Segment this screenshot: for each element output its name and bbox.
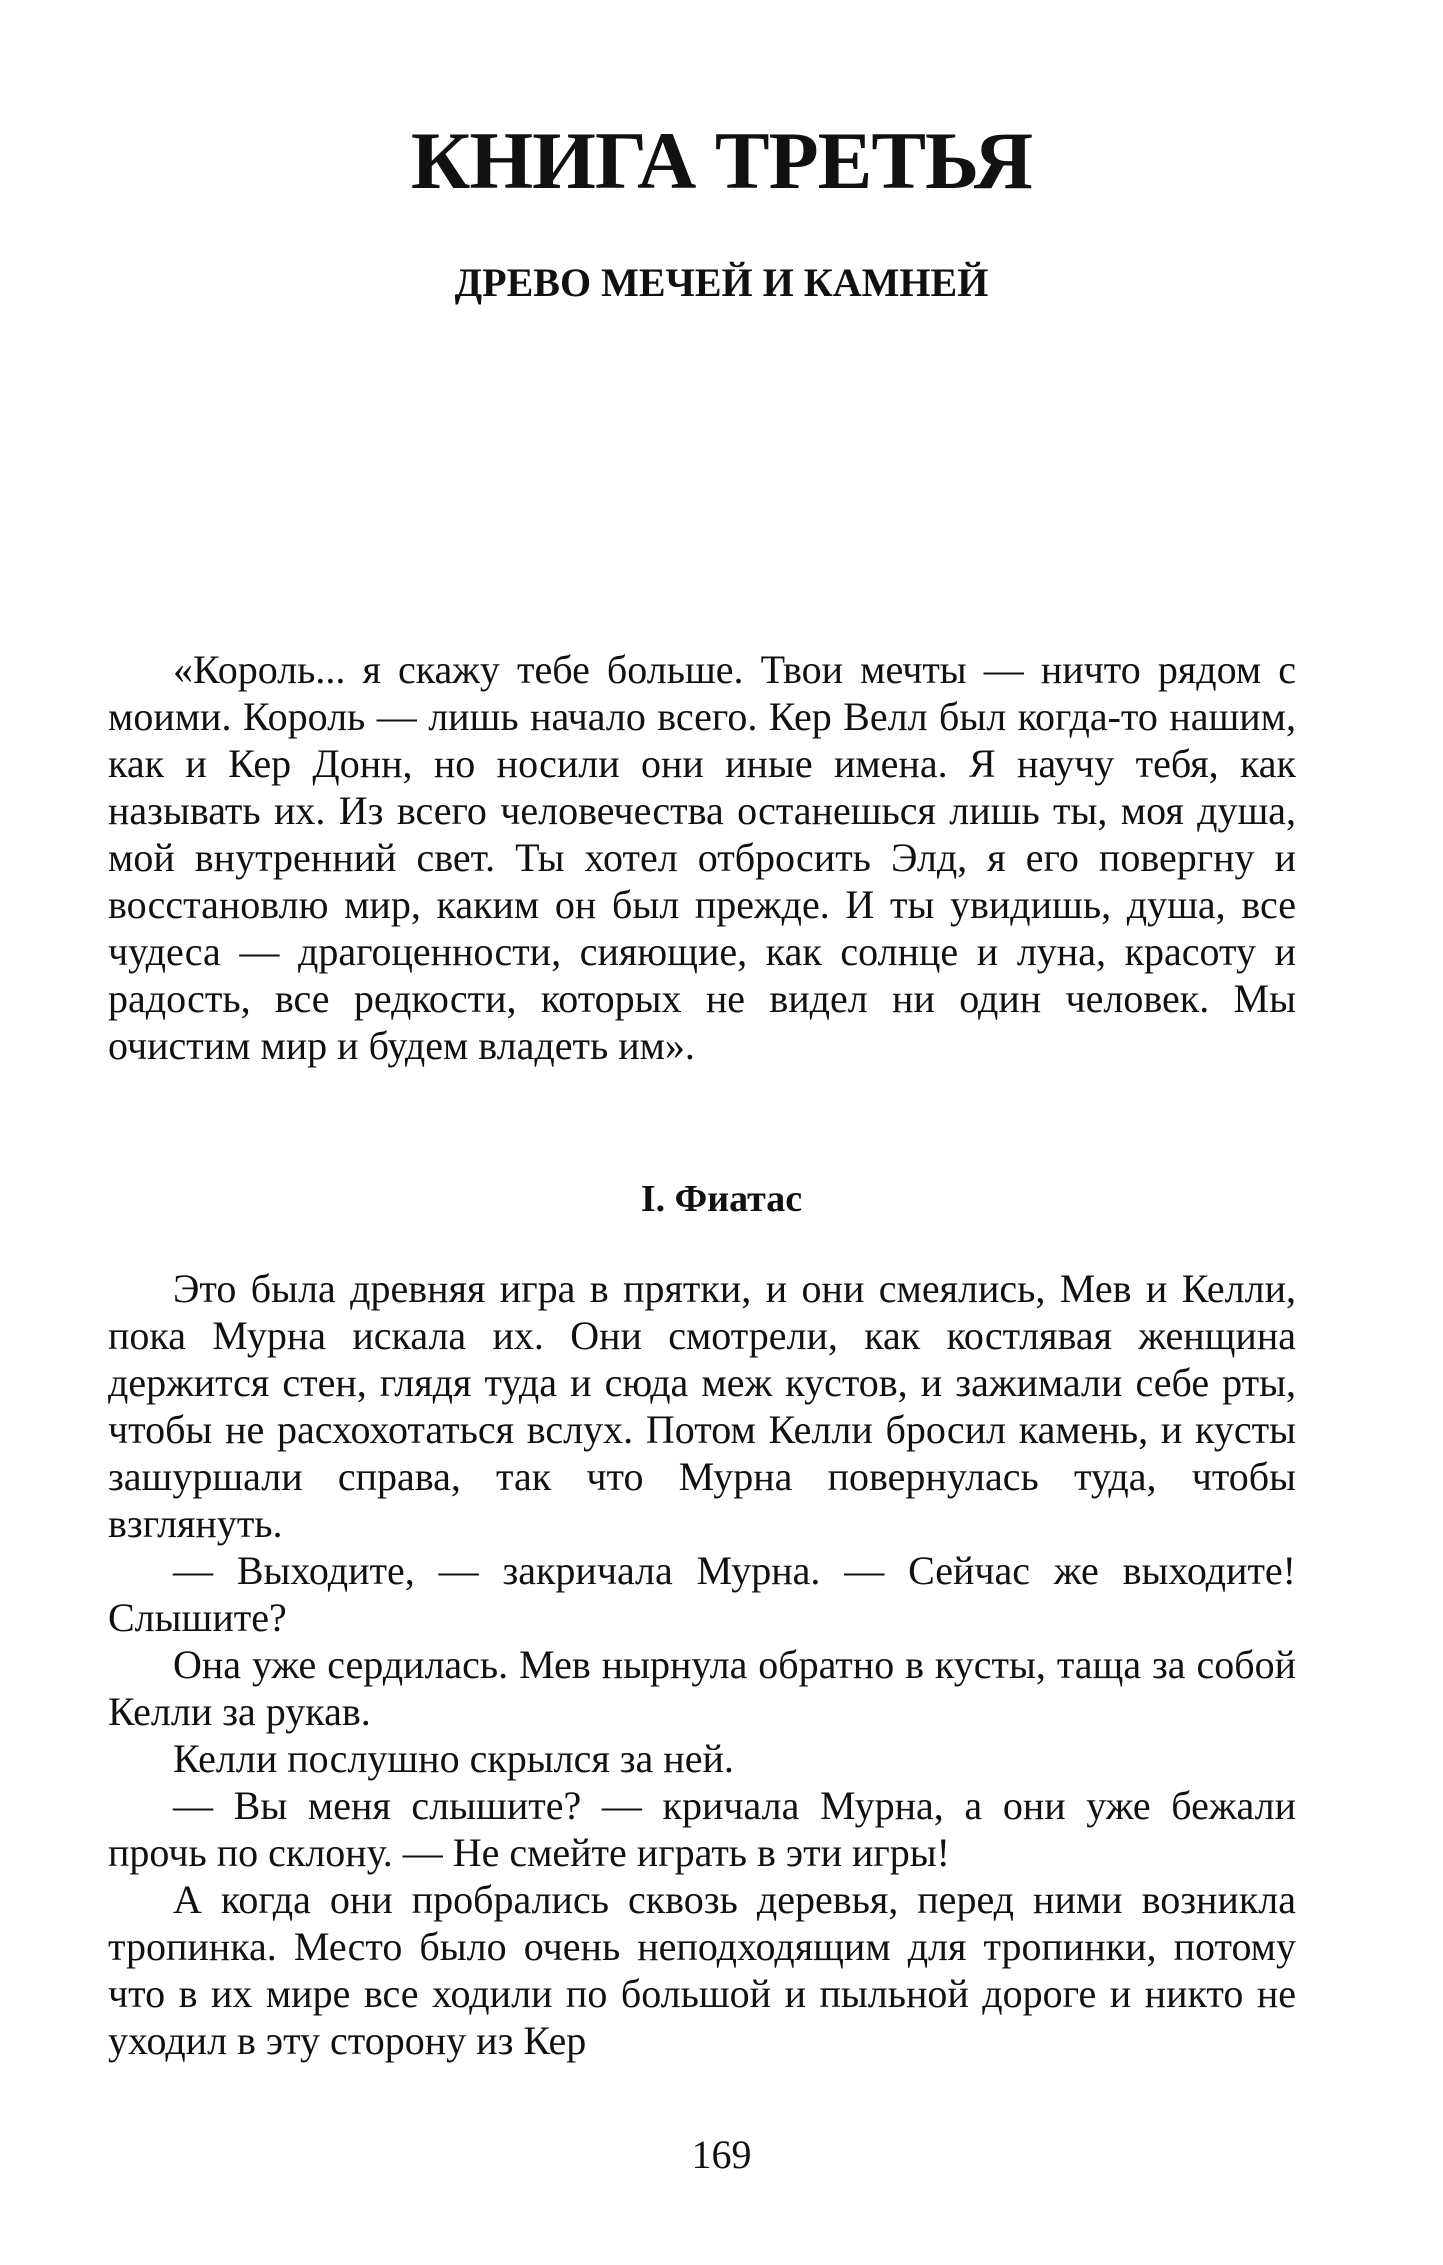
paragraph: Это была древняя игра в прятки, и они смеялись, Мев и Келли, пока Мурна искала их. Они смотрели, как костлявая женщина держится стен, глядя туда и сюда меж кустов, и зажимали себе рты, чтобы не расхохотаться вслух. Потом Келли бросил камень, и кусты зашуршали справа, так что Мурна повернулась туда, чтобы взглянуть. [108, 1266, 1296, 1546]
epigraph-text: «Король... я скажу тебе больше. Твои мечты — ничто рядом с моими. Король — лишь начало всего. Кер Велл был когда-то нашим, как и Кер Донн, но носили они иные имена. Я научу тебя, как называть их. Из всего человечества останешься лишь ты, моя душа, мой внутренний свет. Ты хотел отбросить Элд, я его повергну и восстановлю мир, каким он был прежде. И ты увидишь, душа, все чудеса — драгоценности, сияющие, как солнце и луна, красоту и радость, все редкости, которых не видел ни один человек. Мы очистим мир и будем владеть им». [108, 647, 1296, 1068]
chapter-heading: I. Фиатас [640, 1178, 803, 1220]
paragraph: Она уже сердилась. Мев нырнула обратно в кусты, таща за собой Келли за рукав. [108, 1642, 1296, 1734]
paragraph: Келли послушно скрылся за ней. [173, 1736, 734, 1781]
page-number: 169 [691, 2132, 752, 2177]
book-subtitle: ДРЕВО МЕЧЕЙ И КАМНЕЙ [454, 260, 989, 305]
paragraph: А когда они пробрались сквозь деревья, перед ними возникла тропинка. Место было очень неподходящим для тропинки, потому что в их мире все ходили по большой и пыльной дороге и никто не уходил в эту сторону из Кер [108, 1877, 1296, 2063]
epigraph [108, 646, 1296, 1069]
book-title: КНИГА ТРЕТЬЯ [410, 115, 1033, 206]
paragraph: — Вы меня слышите? — кричала Мурна, а они уже бежали прочь по склону. — Не смейте играть в эти игры! [108, 1783, 1296, 1875]
chapter-body [108, 1265, 1296, 2064]
paragraph: — Выходите, — закричала Мурна. — Сейчас же выходите! Слышите? [108, 1548, 1296, 1640]
